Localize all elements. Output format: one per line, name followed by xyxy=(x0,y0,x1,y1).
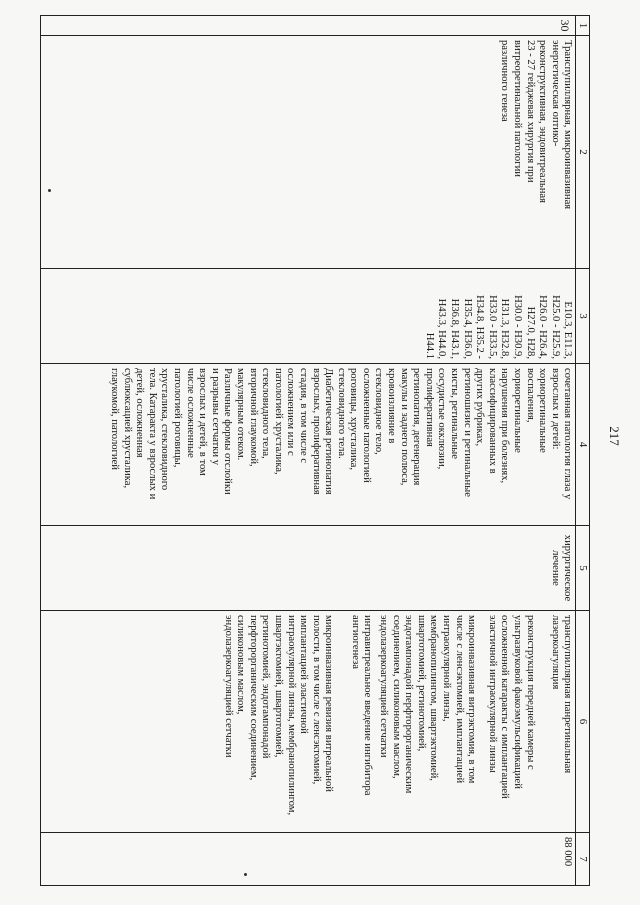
header-col-5: 5 xyxy=(576,526,590,611)
treatment-type-text xyxy=(548,530,573,606)
text-line: витреоретинальной патологии xyxy=(512,40,524,177)
page-number: 217 xyxy=(606,426,622,446)
text-line: эндолазеркоагуляцией сетчатки xyxy=(378,615,390,758)
text-line: H43.3, H44.0, xyxy=(436,298,448,359)
text-line: ультразвуковой факоэмульсификацией xyxy=(512,615,524,789)
text-line: числе осложненные xyxy=(184,368,196,458)
methods-block-1 xyxy=(485,615,573,828)
rotated-table-wrapper xyxy=(40,15,590,885)
header-col-7: 7 xyxy=(576,833,590,886)
scan-speck xyxy=(48,189,51,192)
text-line: вторичной глаукомой, xyxy=(247,368,259,467)
medical-care-table xyxy=(40,15,590,886)
text-line: сублюксацией хрусталика, xyxy=(121,368,133,489)
text-line: кровоизлияние в xyxy=(386,368,398,444)
text-line: H25.0 - H25.9, xyxy=(549,295,561,359)
text-line: реконструктивная, эндовитреальная xyxy=(537,40,549,203)
text-line: стекловидное тело, xyxy=(373,368,385,455)
text-line: осложненной катаракты с имплантацией xyxy=(499,615,511,799)
text-line: и разрывы сетчатки у xyxy=(209,368,221,465)
text-line: стадия, в том числе с xyxy=(297,368,309,464)
text-line: тела. Катаракта у взрослых и xyxy=(146,368,158,500)
text-line: интраокулярной линзы, мембранопилингом, xyxy=(285,615,297,816)
header-col-2: 2 xyxy=(576,36,590,269)
text-line: H35.4, H36.0, xyxy=(461,298,473,359)
text-line: интраокулярной линзы, xyxy=(441,615,453,722)
text-line: лазеркоагуляция xyxy=(549,615,561,690)
text-line: сочетанная патология глаза у xyxy=(562,368,574,500)
text-line: H31.3, H32.8, xyxy=(499,298,511,359)
text-line: ретинотомией, эндотампонадой xyxy=(260,615,272,759)
text-line: сосудистые окклюзии, xyxy=(436,368,448,470)
text-line: интравитреальное введение ингибитора xyxy=(362,615,374,796)
text-line: перфторорганическим соединением, xyxy=(247,615,259,781)
text-line: ретинопатия, дегенерация xyxy=(411,368,423,486)
header-row xyxy=(576,16,590,886)
text-line: швартэктомией, швартотомией, xyxy=(272,615,284,758)
row-number: 30 xyxy=(41,16,576,36)
text-line: классифицированных в xyxy=(486,368,498,474)
text-line: макулярным отеком. xyxy=(234,368,246,461)
text-line: патологией хрусталика, xyxy=(272,368,284,475)
table-row xyxy=(41,16,576,886)
methods-block-3 xyxy=(348,615,373,828)
text-line: патологией роговицы, xyxy=(172,368,183,468)
treatment-type-cell xyxy=(41,526,576,611)
text-line: хориоретинальные xyxy=(512,368,524,453)
service-name-cell xyxy=(41,36,576,269)
text-line: E10.3, E11.3, xyxy=(562,301,574,359)
text-line: хориоретинальные xyxy=(537,368,549,453)
text-line: взрослых и детей, в том xyxy=(197,368,209,476)
cost-cell xyxy=(41,833,576,886)
text-line: различного генеза xyxy=(499,40,511,122)
text-line: пролиферативная xyxy=(423,368,435,447)
header-col-1: 1 xyxy=(576,16,590,36)
text-line: микроинвазивная ревизия витреальной xyxy=(323,615,335,792)
text-line: имплантацией эластичной xyxy=(298,615,310,734)
text-line: силиконовым маслом, xyxy=(235,615,247,715)
icd-codes-text xyxy=(422,273,573,359)
text-line: микроинвазивная витрэктомия, в том xyxy=(466,615,478,784)
text-line: хрусталика, стекловидного xyxy=(159,368,171,491)
header-col-4: 4 xyxy=(576,364,590,526)
text-line: хирургическое xyxy=(562,534,574,602)
text-line xyxy=(536,615,549,828)
text-line: транспупиллярная панретинальная xyxy=(562,615,574,774)
icd-codes-cell xyxy=(41,269,576,364)
text-line: лечение xyxy=(549,550,561,586)
text-line: кисты, ретинальные xyxy=(449,368,461,459)
text-line: нарушения при болезнях, xyxy=(499,368,511,484)
methods-block-2 xyxy=(377,615,478,828)
table-header xyxy=(576,16,590,886)
header-col-6: 6 xyxy=(576,611,590,833)
text-line: H34.8, H35.2 - xyxy=(474,295,486,359)
text-line: ретиношизис и ретинальные xyxy=(461,368,473,497)
cost-value: 88 000 xyxy=(562,837,574,867)
text-line: детей, осложненная xyxy=(134,368,146,458)
methods-block-4 xyxy=(221,615,334,828)
text-line: роговицы, хрусталика, xyxy=(348,368,360,471)
text-line: мембранопилингом, швартэктомией, xyxy=(428,615,440,781)
text-line: H44.1 xyxy=(423,332,435,359)
text-line: H27.0, H28, xyxy=(524,306,536,359)
text-line: 23 - 27 гейджевая хирургия при xyxy=(524,40,536,183)
text-line: числе с ленсэктомией, имплантацией xyxy=(453,615,465,784)
text-line: H26.0 - H26.4, xyxy=(537,295,549,359)
header-col-3: 3 xyxy=(576,269,590,364)
text-line: эндотампонадой перфторорганическим xyxy=(403,615,415,794)
text-line: H30.0 - H30.9, xyxy=(512,295,524,359)
text-line: энергетическая оптико- xyxy=(549,40,561,147)
text-line: Различные формы отслойки xyxy=(222,368,234,495)
text-line: других рубриках, xyxy=(474,368,486,447)
service-name-text xyxy=(498,40,574,264)
text-line: H33.0 - H33.5, xyxy=(486,295,498,359)
text-line: эластичной интраокулярной линзы xyxy=(486,615,498,773)
text-line: глаукомой, патологией xyxy=(109,368,121,470)
text-line: взрослых и детей: xyxy=(549,368,561,450)
text-line: Диабетическая ретинопатия xyxy=(323,368,335,495)
patient-model-text xyxy=(107,368,573,521)
text-line: осложненные патологией xyxy=(360,368,372,483)
text-line: швартотомией, ретинотомией, xyxy=(415,615,427,752)
text-line: H36.8, H43.1, xyxy=(449,298,461,359)
text-line: реконструкция передней камеры с xyxy=(524,615,536,770)
text-line: взрослых, пролиферативная xyxy=(310,368,322,495)
scan-speck xyxy=(244,873,247,876)
text-line: осложнением или с xyxy=(285,368,297,456)
text-line: стекловидного тела. xyxy=(335,368,347,459)
patient-model-cell xyxy=(41,364,576,526)
text-line: воспаления, xyxy=(524,368,536,423)
methods-cell xyxy=(41,611,576,833)
text-line: соединением, силиконовым маслом, xyxy=(390,615,402,779)
text-line: ангиогенеза xyxy=(349,615,361,669)
text-line: полости, в том числе с ленсэктомией, xyxy=(310,615,322,785)
text-line: Транспупиллярная, микроинвазивная xyxy=(562,40,574,210)
text-line: эндолазеркоагуляцией сетчатки xyxy=(222,615,234,758)
text-line: макулы и заднего полюса, xyxy=(398,368,410,486)
text-line: стекловидного тела, xyxy=(260,368,272,459)
